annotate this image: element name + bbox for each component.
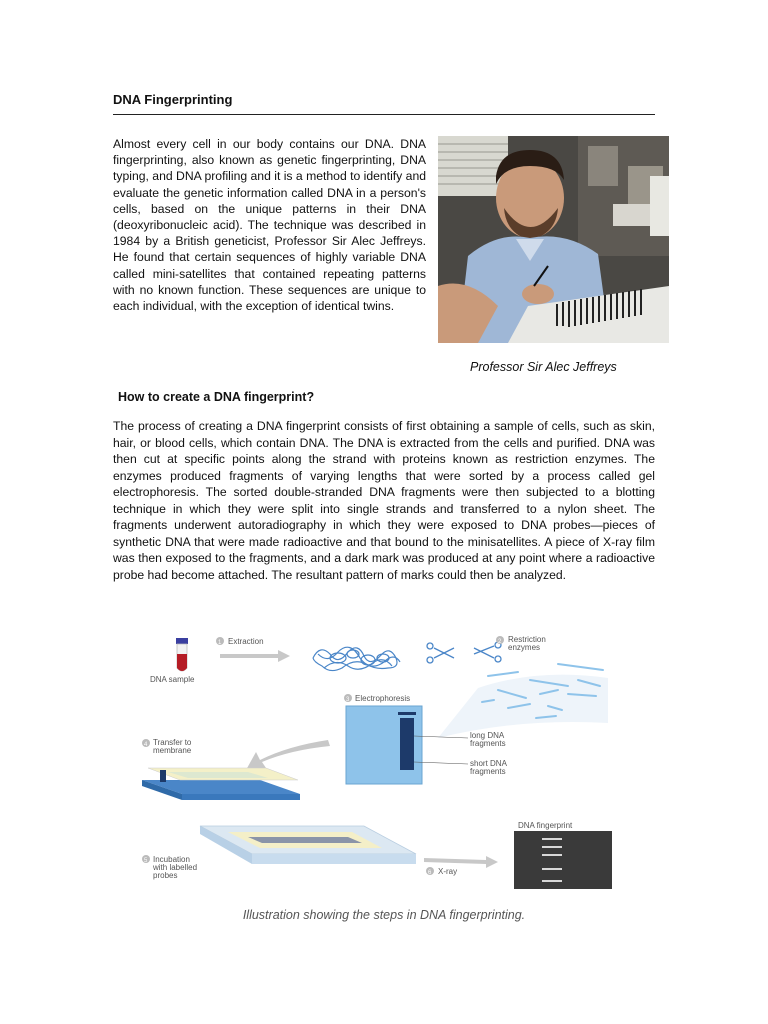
sample-tube-icon bbox=[176, 638, 188, 671]
xray-label: X-ray bbox=[438, 867, 458, 876]
extraction-label: Extraction bbox=[228, 637, 264, 646]
short-fragments-line2: fragments bbox=[470, 767, 506, 776]
long-fragments-line2: fragments bbox=[470, 739, 506, 748]
professor-photo bbox=[438, 136, 669, 343]
restriction-label-line1: Restriction bbox=[508, 635, 546, 644]
step-3-number: 3 bbox=[346, 697, 350, 703]
transfer-label-line1: Transfer to bbox=[153, 738, 192, 747]
fingerprint-film bbox=[514, 831, 612, 889]
dna-fingerprinting-diagram bbox=[138, 628, 618, 894]
photo-caption: Professor Sir Alec Jeffreys bbox=[470, 360, 617, 374]
intro-paragraph: Almost every cell in our body contains our DNA. DNA fingerprinting, also known as genetic fingerprinting, DNA typing, and DNA profiling and it is a method to identify and evaluate the genetic information called DNA in a person's cells, based on the unique patterns in their DNA (deoxyribonucleic acid). The technique was described in 1984 by a British geneticist, Professor Sir Alec Jeffreys. He found that certain sequences of highly variable DNA called mini-satellites that contained repeating patterns with no known function. These sequences are unique to each individual, with the exception of identical twins. bbox=[113, 137, 427, 314]
fingerprint-label: DNA fingerprint bbox=[518, 821, 573, 830]
step-6-number: 6 bbox=[428, 870, 432, 876]
short-fragments-line1: short DNA bbox=[470, 759, 507, 768]
electrophoresis-label: Electrophoresis bbox=[355, 694, 411, 703]
incubation-label-line2: with labelled bbox=[153, 863, 198, 872]
step-4-number: 4 bbox=[144, 742, 148, 748]
step-2-number: 2 bbox=[498, 639, 502, 645]
title-divider bbox=[113, 114, 655, 115]
section-heading: How to create a DNA fingerprint? bbox=[118, 390, 315, 404]
gel-lane bbox=[400, 718, 414, 770]
figure-caption: Illustration showing the steps in DNA fingerprinting. bbox=[242, 908, 526, 922]
incubation-label-line3: probes bbox=[153, 871, 178, 880]
transfer-label-line2: membrane bbox=[153, 746, 192, 755]
step-1-number: 1 bbox=[218, 640, 222, 646]
dna-sample-label: DNA sample bbox=[150, 675, 195, 684]
restriction-label-line2: enzymes bbox=[508, 643, 541, 652]
long-fragments-line1: long DNA bbox=[470, 731, 505, 740]
page-title: DNA Fingerprinting bbox=[113, 92, 233, 107]
section-paragraph: The process of creating a DNA fingerprint consists of first obtaining a sample of cells, such as skin, hair, or blood cells, which contain DNA. The DNA is extracted from the cells and purified. DNA was then cut at specific points along the strand with proteins known as restriction enzymes. The enzymes produced fragments of varying lengths that were sorted by a process called gel electrophoresis. The sorted double-stranded DNA fragments were then subjected to a blotting technique in which they were split into single strands and transferred to a nylon sheet. The fragments underwent autoradiography in which they were exposed to DNA probes—pieces of synthetic DNA that were made radioactive and that bound to the minisatellites. A piece of X-ray film was then exposed to the fragments, and a dark mark was produced at any point where a radioactive probe had become attached. The resultant pattern of marks could then be analyzed. bbox=[113, 419, 655, 582]
incubation-label-line1: Incubation bbox=[153, 855, 190, 864]
step-5-number: 5 bbox=[144, 858, 148, 864]
